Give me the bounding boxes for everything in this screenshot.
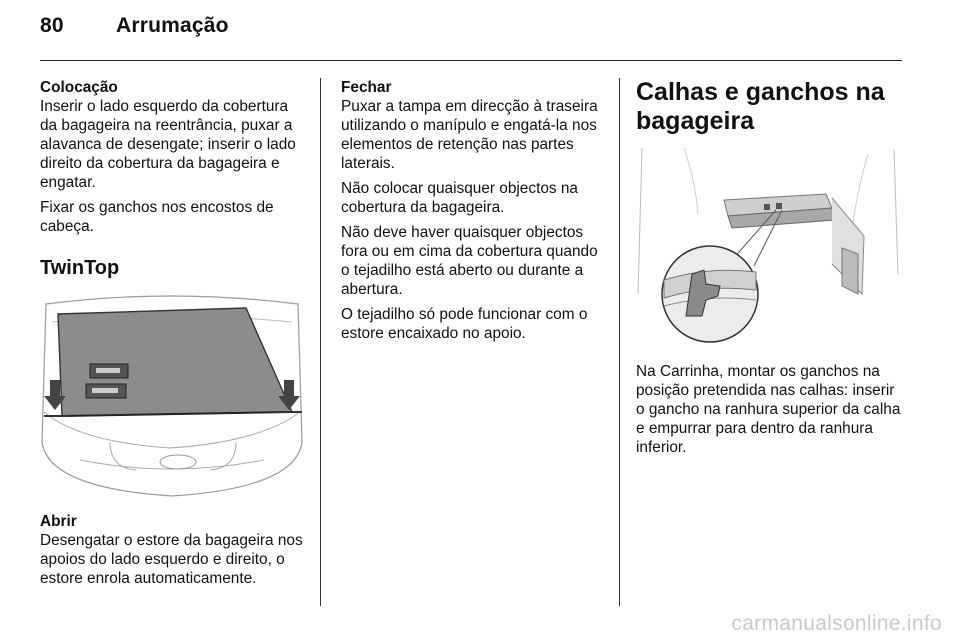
section-heading-calhas: Calhas e ganchos na bagageira: [636, 78, 885, 135]
subheading-abrir: Abrir: [40, 513, 77, 530]
paragraph: Desengatar o estore da bagageira nos apoios do lado esquerdo e direito, o estore enrola automaticamente.: [40, 532, 303, 587]
column-divider: [619, 78, 620, 606]
paragraph: Não colocar quaisquer objectos na cobertura da bagageira.: [341, 180, 578, 216]
paragraph: Puxar a tampa em direcção à traseira utilizando o manípulo e engatá-la nos elementos de retenção nas partes laterais.: [341, 98, 598, 172]
paragraph: Inserir o lado esquerdo da cobertura da bagageira na reentrância, puxar a alavanca de desengate; inserir o lado direito da cobertura da bagageira e engatar.: [40, 98, 296, 191]
section-heading-twintop: TwinTop: [40, 257, 120, 279]
subheading-fechar: Fechar: [341, 79, 392, 96]
paragraph: Na Carrinha, montar os ganchos na posição pretendida nas calhas: inserir o gancho na ranhura superior da calha e empurrar para dentro da ranhura inferior.: [636, 363, 901, 456]
paragraph: Não deve haver quaisquer objectos fora ou em cima da cobertura quando o tejadilho está aberto ou durante a abertura.: [341, 224, 598, 298]
column-left: [40, 78, 306, 594]
luggage-rail-hook-illustration: [636, 144, 900, 352]
paragraph: O tejadilho só pode funcionar com o estore encaixado no apoio.: [341, 306, 588, 342]
header-rule: [40, 60, 902, 61]
subheading-colocacao: Colocação: [40, 79, 118, 96]
paragraph: Fixar os ganchos nos encostos de cabeça.: [40, 199, 274, 235]
watermark: carmanualsonline.info: [731, 612, 942, 635]
page-title: Arrumação: [116, 14, 229, 37]
page-number: 80: [40, 14, 64, 37]
column-right: [636, 78, 904, 463]
page-header: [40, 14, 229, 38]
twintop-cover-illustration: [40, 292, 304, 502]
column-middle: [341, 78, 607, 349]
column-divider: [320, 78, 321, 606]
